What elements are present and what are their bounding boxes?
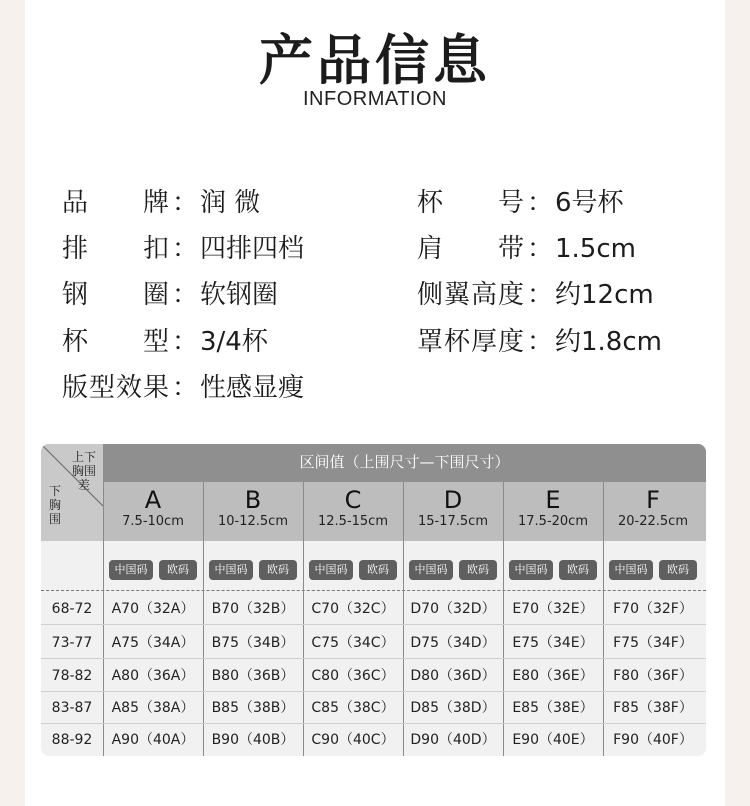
badge-china-size: 中国码 <box>509 560 553 580</box>
spec-colon: ： <box>172 280 199 310</box>
spec-label: 罩杯厚度 <box>417 327 526 357</box>
size-cell: D85（38D） <box>410 700 496 716</box>
size-cell: A75（34A） <box>111 635 195 651</box>
size-cell: B70（32B） <box>211 601 295 617</box>
range-title: 区间值（上围尺寸—下围尺寸） <box>299 453 510 471</box>
size-cell: B85（38B） <box>211 700 295 716</box>
spec-label: 钢 圈 <box>62 280 171 310</box>
underbust-range: 78-82 <box>51 668 93 684</box>
column-header <box>203 482 303 541</box>
spec-value: 1.5cm <box>555 234 636 264</box>
badge-eu-size: 欧码 <box>459 560 497 580</box>
size-cell: F90（40F） <box>613 732 693 748</box>
spec-colon: ： <box>527 280 554 310</box>
size-cell: C80（36C） <box>311 668 395 684</box>
table-corner <box>41 444 103 541</box>
cup-range: 10-12.5cm <box>218 514 288 529</box>
cup-range: 20-22.5cm <box>618 514 688 529</box>
underbust-range: 88-92 <box>51 732 93 748</box>
spec-value: 软钢圈 <box>200 280 279 310</box>
badge-china-size: 中国码 <box>209 560 253 580</box>
spec-value: 性感显瘦 <box>200 373 305 403</box>
spec-colon: ： <box>527 234 554 264</box>
spec-colon: ： <box>527 188 554 218</box>
spec-value: 四排四档 <box>200 234 305 264</box>
spec-colon: ： <box>172 234 199 264</box>
cup-letter: D <box>443 486 463 514</box>
spec-label: 杯 号 <box>417 188 526 218</box>
size-cell: E85（38E） <box>512 700 594 716</box>
cup-range: 7.5-10cm <box>122 514 184 529</box>
size-cell: D75（34D） <box>410 635 496 651</box>
spec-label: 品 牌 <box>62 188 171 218</box>
cup-range: 17.5-20cm <box>518 514 588 529</box>
size-cell: B90（40B） <box>211 732 295 748</box>
size-cell: D80（36D） <box>410 668 496 684</box>
cup-range: 15-17.5cm <box>418 514 488 529</box>
spec-value: 6号杯 <box>555 188 624 218</box>
size-cell: C70（32C） <box>311 601 395 617</box>
size-cell: E80（36E） <box>512 668 594 684</box>
size-cell: A80（36A） <box>111 668 195 684</box>
table-row <box>41 724 706 756</box>
column-header <box>403 482 503 541</box>
size-cell: F85（38F） <box>613 700 693 716</box>
header-divider <box>41 590 706 591</box>
size-cell: A85（38A） <box>111 700 195 716</box>
size-cell: E90（40E） <box>512 732 594 748</box>
size-cell: E70（32E） <box>512 601 594 617</box>
size-cell: A70（32A） <box>111 601 195 617</box>
cup-letter: F <box>646 486 660 514</box>
size-cell: C90（40C） <box>311 732 395 748</box>
badge-china-size: 中国码 <box>109 560 153 580</box>
spec-label: 排 扣 <box>62 234 171 264</box>
spec-colon: ： <box>527 327 554 357</box>
spec-value: 约12cm <box>555 280 654 310</box>
spec-colon: ： <box>172 327 199 357</box>
column-header <box>303 482 403 541</box>
cup-letter: A <box>144 486 162 514</box>
size-table <box>41 444 706 756</box>
table-row <box>41 627 706 659</box>
size-cell: B80（36B） <box>211 668 295 684</box>
badge-eu-size: 欧码 <box>359 560 397 580</box>
size-cell: C85（38C） <box>311 700 395 716</box>
size-cell: D90（40D） <box>410 732 496 748</box>
size-cell: E75（34E） <box>512 635 594 651</box>
column-header <box>103 482 203 541</box>
badge-eu-size: 欧码 <box>659 560 697 580</box>
size-cell: F80（36F） <box>613 668 693 684</box>
underbust-range: 73-77 <box>51 635 93 651</box>
size-cell: F75（34F） <box>613 635 693 651</box>
badge-eu-size: 欧码 <box>559 560 597 580</box>
spec-value: 3/4杯 <box>200 327 268 357</box>
spec-value: 润 微 <box>200 188 261 218</box>
cup-range: 12.5-15cm <box>318 514 388 529</box>
column-header <box>603 482 703 541</box>
spec-colon: ： <box>172 373 199 403</box>
table-row <box>41 593 706 625</box>
spec-value: 约1.8cm <box>555 327 662 357</box>
size-cell: B75（34B） <box>211 635 295 651</box>
underbust-range: 68-72 <box>51 601 93 617</box>
badge-china-size: 中国码 <box>609 560 653 580</box>
cup-letter: C <box>344 486 362 514</box>
corner-lower-label: 下 胸 围 <box>48 484 61 526</box>
badge-eu-size: 欧码 <box>159 560 197 580</box>
cup-letter: E <box>545 486 561 514</box>
size-cell: F70（32F） <box>613 601 693 617</box>
spec-label: 杯 型 <box>62 327 171 357</box>
column-header <box>503 482 603 541</box>
badge-china-size: 中国码 <box>309 560 353 580</box>
page-title: 产品信息 <box>259 29 491 92</box>
corner-upper-label: 上下 胸围 差 <box>71 450 96 492</box>
cup-letter: B <box>244 486 262 514</box>
table-row <box>41 692 706 724</box>
spec-colon: ： <box>172 188 199 218</box>
badge-china-size: 中国码 <box>409 560 453 580</box>
spec-label: 侧翼高度 <box>417 280 526 310</box>
badge-eu-size: 欧码 <box>259 560 297 580</box>
size-cell: C75（34C） <box>311 635 395 651</box>
table-row <box>41 660 706 692</box>
underbust-range: 83-87 <box>51 700 93 716</box>
spec-label: 肩 带 <box>417 234 526 264</box>
size-cell: D70（32D） <box>410 601 496 617</box>
page-subtitle: INFORMATION <box>302 88 447 110</box>
spec-label: 版型效果 <box>62 373 171 403</box>
size-cell: A90（40A） <box>111 732 195 748</box>
